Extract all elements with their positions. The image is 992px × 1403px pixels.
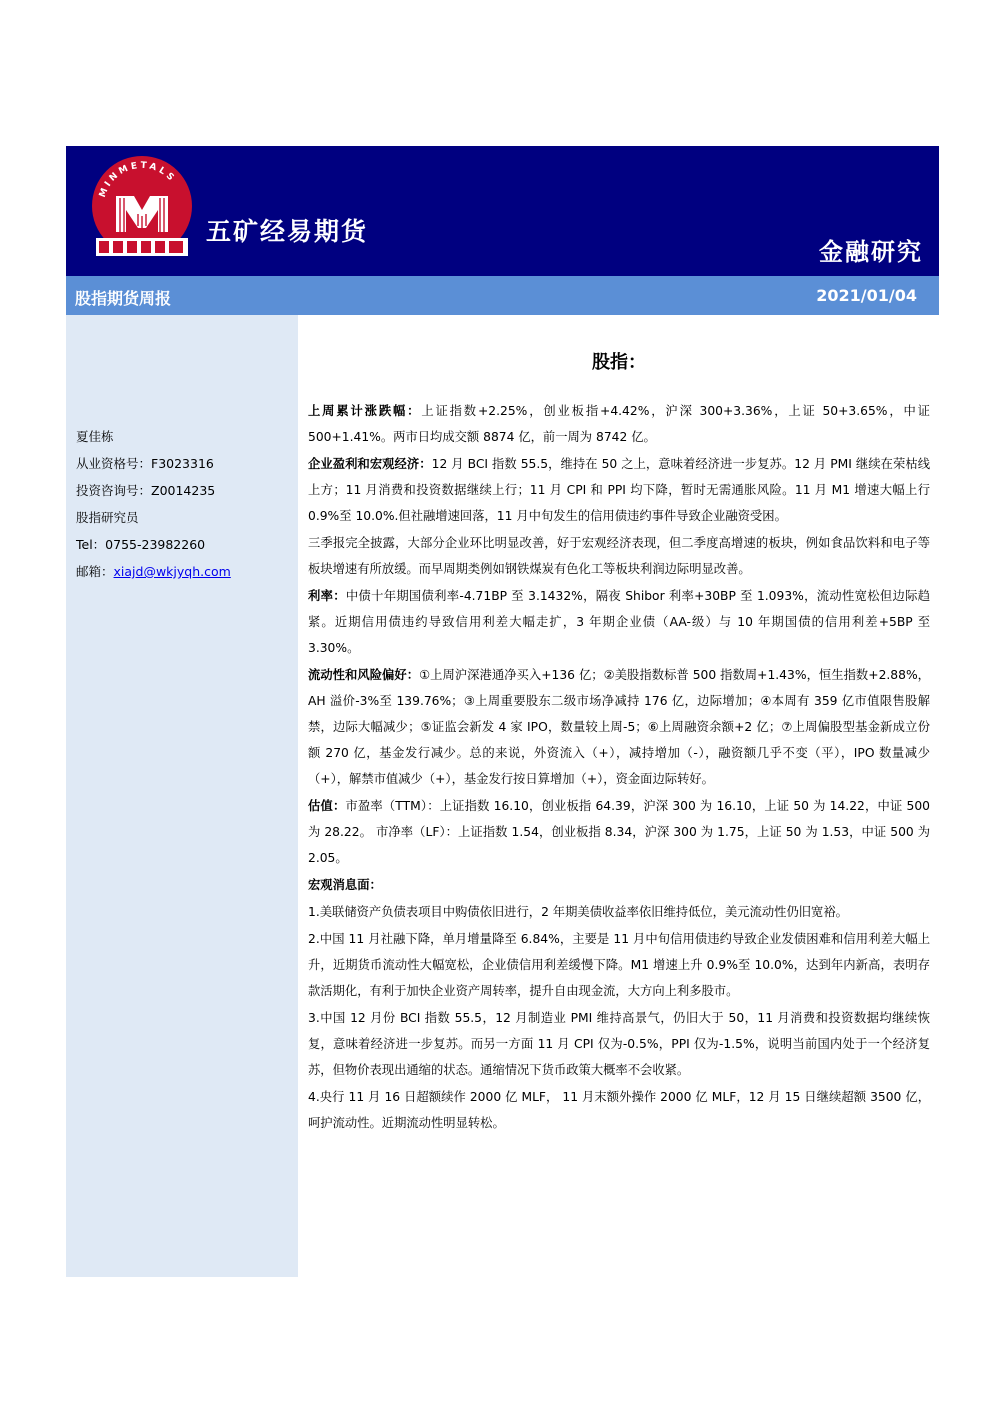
paragraph-heading: 流动性和风险偏好： <box>308 668 420 682</box>
paragraph-text: 2.中国 11 月社融下降，单月增量降至 6.84%，主要是 11 月中旬信用债违约导致企业发债困难和信用利差大幅上升，近期货币流动性大幅宽松，企业债信用利差缓慢下降。M1 增速上升 0.9%至 10.0%，达到年内新高，表明存款活期化，有利于加快企业资产周转率，提升自由现金流，大方向上利多股市。 <box>308 932 930 998</box>
paragraph <box>308 1084 930 1136</box>
paragraph-text: 上证指数+2.25%，创业板指+4.42%，沪深 300+3.36%，上证 50+3.65%，中证 500+1.41%。两市日均成交额 8874 亿，前一周为 8742 亿。 <box>308 404 930 444</box>
analyst-qualification: 从业资格号：F3023316 <box>76 456 214 471</box>
svg-text:MINMETALS: MINMETALS <box>97 160 178 199</box>
analyst-name: 夏佳栋 <box>76 429 114 444</box>
paragraph-heading: 估值： <box>308 799 346 813</box>
analyst-consulting-id: 投资咨询号：Z0014235 <box>76 483 216 498</box>
paragraph-text: ①上周沪深港通净买入+136 亿；②美股指数标普 500 指数周+1.43%，恒生指数+2.88%，AH 溢价-3%至 139.76%；③上周重要股东二级市场净减持 176 亿，边际增加；④本周有 359 亿市值限售股解禁，边际大幅减少；⑤证监会新发 4 家 IPO，数量较上周-5；⑥上周融资余额+2 亿；⑦上周偏股型基金新成立份额 270 亿，基金发行减少。总的来说，外资流入（+），减持增加（-），融资额几乎不变（平），IPO 数量减少（+），解禁市值减少（+），基金发行按日算增加（+），资金面边际转好。 <box>308 668 930 786</box>
analyst-role: 股指研究员 <box>76 510 139 525</box>
analyst-tel: Tel：0755-23982260 <box>76 537 206 552</box>
section-title: 股指： <box>592 352 646 373</box>
paragraph <box>308 1005 930 1083</box>
paragraph-text: 市盈率（TTM）：上证指数 16.10，创业板指 64.39，沪深 300 为 16.10，上证 50 为 14.22，中证 500 为 28.22。 市净率（LF）：上证指数 1.54，创业板指 8.34，沪深 300 为 1.75，上证 50 为 1.53，中证 500 为 2.05。 <box>308 799 930 865</box>
paragraph <box>308 451 930 529</box>
paragraph <box>308 872 930 898</box>
paragraph-text: 中债十年期国债利率-4.71BP 至 3.1432%，隔夜 Shibor 利率+30BP 至 1.093%，流动性宽松但边际趋紧。近期信用债违约导致信用利差大幅走扩，3 年期企业债（AA-级）与 10 年期国债的信用利差+5BP 至 3.30%。 <box>308 589 930 655</box>
department-title: 金融研究 <box>819 238 923 266</box>
report-type: 股指期货周报 <box>75 289 172 308</box>
paragraph <box>308 793 930 871</box>
company-name: 五矿经易期货 <box>206 217 369 246</box>
paragraph-list <box>308 398 930 1136</box>
paragraph <box>308 662 930 792</box>
paragraph-heading: 上周累计涨跌幅： <box>308 404 422 418</box>
report-subbar <box>66 276 939 315</box>
paragraph-text: 1.美联储资产负债表项目中购债依旧进行，2 年期美债收益率依旧维持低位，美元流动性仍旧宽裕。 <box>308 905 848 919</box>
paragraph-text: 3.中国 12 月份 BCI 指数 55.5，12 月制造业 PMI 维持高景气，仍旧大于 50，11 月消费和投资数据均继续恢复，意味着经济进一步复苏。而另一方面 11 月 CPI 仅为-0.5%，PPI 仅为-1.5%，说明当前国内处于一个经济复苏，但物价表现出通缩的状态。通缩情况下货币政策大概率不会收紧。 <box>308 1011 930 1077</box>
report-date: 2021/01/04 <box>816 286 917 305</box>
report-body <box>308 350 930 1137</box>
email-label: 邮箱： <box>76 564 114 579</box>
paragraph-heading: 利率： <box>308 589 346 603</box>
analyst-email-row <box>76 558 231 585</box>
paragraph-text: 4.央行 11 月 16 日超额续作 2000 亿 MLF， 11 月末额外操作 2000 亿 MLF，12 月 15 日继续超额 3500 亿，呵护流动性。近期流动性明显转松。 <box>308 1090 930 1130</box>
paragraph <box>308 899 930 925</box>
paragraph <box>308 926 930 1004</box>
paragraph <box>308 398 930 450</box>
paragraph-heading: 宏观消息面： <box>308 878 382 892</box>
minmetals-logo-icon <box>90 156 194 260</box>
paragraph <box>308 583 930 661</box>
paragraph <box>308 530 930 582</box>
analyst-info <box>76 423 231 585</box>
analyst-sidebar <box>66 315 298 1277</box>
report-header <box>66 146 939 276</box>
paragraph-text: 三季报完全披露，大部分企业环比明显改善，好于宏观经济表现，但二季度高增速的板块，例如食品饮料和电子等板块增速有所放缓。而早周期类例如钢铁煤炭有色化工等板块利润边际明显改善。 <box>308 536 930 576</box>
email-link[interactable]: xiajd@wkjyqh.com <box>113 564 231 579</box>
paragraph-heading: 企业盈利和宏观经济： <box>308 457 432 471</box>
paragraph-text: 12 月 BCI 指数 55.5，维持在 50 之上，意味着经济进一步复苏。12 月 PMI 继续在荣枯线上方；11 月消费和投资数据继续上行；11 月 CPI 和 PPI 均下降，暂时无需通胀风险。11 月 M1 增速大幅上行 0.9%至 10.0%.但社融增速回落，11 月中旬发生的信用债违约事件导致企业融资受困。 <box>308 457 930 523</box>
